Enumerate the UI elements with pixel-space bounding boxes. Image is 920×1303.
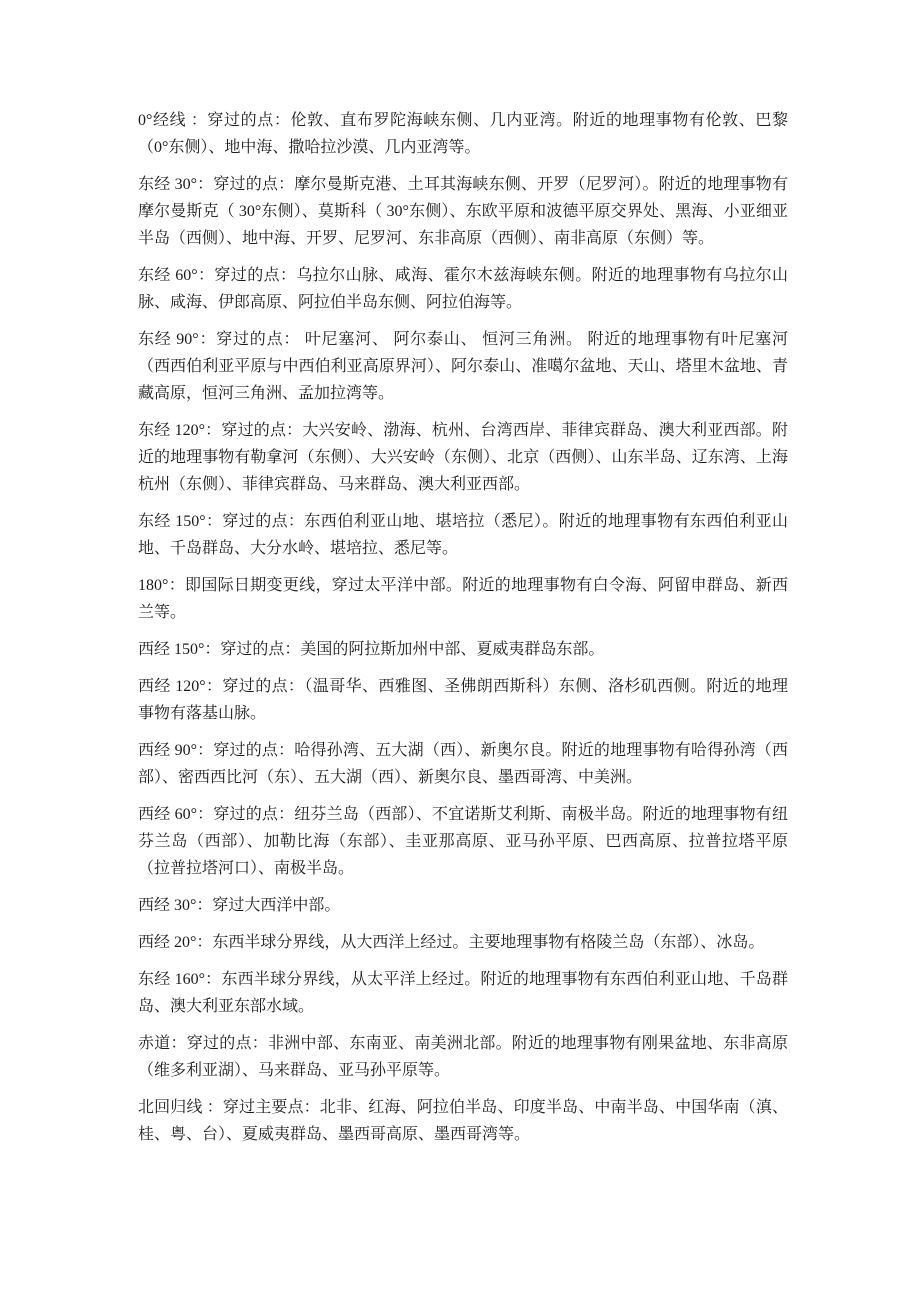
- paragraph-east-60: 东经 60°：穿过的点：乌拉尔山脉、咸海、霍尔木兹海峡东侧。附近的地理事物有乌拉尔山脉、咸海、伊郎高原、阿拉伯半岛东侧、阿拉伯海等。: [138, 267, 788, 311]
- paragraph-meridian-180: 180°：即国际日期变更线，穿过太平洋中部。附近的地理事物有白令海、阿留申群岛、新西兰等。: [138, 577, 788, 621]
- paragraph-east-160: 东经 160°：东西半球分界线，从太平洋上经过。附近的地理事物有东西伯利亚山地、千岛群岛、澳大利亚东部水域。: [138, 971, 788, 1015]
- paragraph-meridian-0: 0°经线 ：穿过的点：伦敦、直布罗陀海峡东侧、几内亚湾。附近的地理事物有伦敦、巴黎（0°东侧）、地中海、撒哈拉沙漠、几内亚湾等。: [138, 112, 788, 156]
- paragraph-west-150: 西经 150°：穿过的点：美国的阿拉斯加州中部、夏威夷群岛东部。: [138, 641, 605, 658]
- paragraph-west-30: 西经 30°：穿过大西洋中部。: [138, 897, 341, 914]
- paragraph-east-120: 东经 120°：穿过的点：大兴安岭、渤海、杭州、台湾西岸、菲律宾群岛、澳大利亚西部。附近的地理事物有勒拿河（东侧）、大兴安岭（东侧）、北京（西侧）、山东半岛、辽东湾、上海杭州（东侧）、菲律宾群岛、马来群岛、澳大利亚西部。: [138, 422, 788, 493]
- paragraph-east-30: 东经 30°：穿过的点：摩尔曼斯克港、土耳其海峡东侧、开罗（尼罗河）。附近的地理事物有摩尔曼斯克（ 30°东侧）、莫斯科（ 30°东侧）、东欧平原和波德平原交界处、黑海、小亚细亚半岛（西侧）、地中海、开罗、尼罗河、东非高原（西侧）、南非高原（东侧）等。: [138, 176, 788, 247]
- paragraph-west-120: 西经 120°：穿过的点：（温哥华、西雅图、圣佛朗西斯科）东侧、洛杉矶西侧。附近的地理事物有落基山脉。: [138, 678, 788, 722]
- paragraph-east-90: 东经 90°：穿过的点： 叶尼塞河、 阿尔泰山、 恒河三角洲。 附近的地理事物有叶尼塞河 （西西伯利亚平原与中西伯利亚高原界河）、阿尔泰山、准噶尔盆地、天山、塔里木盆地、青藏高原，恒河三角洲、孟加拉湾等。: [138, 331, 788, 402]
- paragraph-east-150: 东经 150°：穿过的点：东西伯利亚山地、堪培拉（悉尼）。附近的地理事物有东西伯利亚山地、千岛群岛、大分水岭、堪培拉、悉尼等。: [138, 513, 788, 557]
- paragraph-west-20: 西经 20°：东西半球分界线，从大西洋上经过。主要地理事物有格陵兰岛（东部）、冰岛。: [138, 934, 765, 951]
- paragraph-equator: 赤道：穿过的点：非洲中部、东南亚、南美洲北部。附近的地理事物有刚果盆地、东非高原（维多利亚湖）、马来群岛、亚马孙平原等。: [138, 1035, 788, 1079]
- paragraph-west-60: 西经 60°：穿过的点：纽芬兰岛（西部）、不宜诺斯艾利斯、南极半岛。附近的地理事物有纽芬兰岛（西部）、加勒比海（东部）、圭亚那高原、亚马孙平原、巴西高原、拉普拉塔平原（拉普拉塔河口）、南极半岛。: [138, 806, 788, 877]
- paragraph-west-90: 西经 90°：穿过的点：哈得孙湾、五大湖（西）、新奥尔良。附近的地理事物有哈得孙湾（西部）、密西西比河（东）、五大湖（西）、新奥尔良、墨西哥湾、中美洲。: [138, 742, 788, 786]
- paragraph-tropic-of-cancer: 北回归线 ：穿过主要点：北非、红海、阿拉伯半岛、印度半岛、中南半岛、中国华南（滇、桂、粤、台）、夏威夷群岛、墨西哥高原、墨西哥湾等。: [138, 1099, 788, 1143]
- document-body: [138, 107, 788, 1158]
